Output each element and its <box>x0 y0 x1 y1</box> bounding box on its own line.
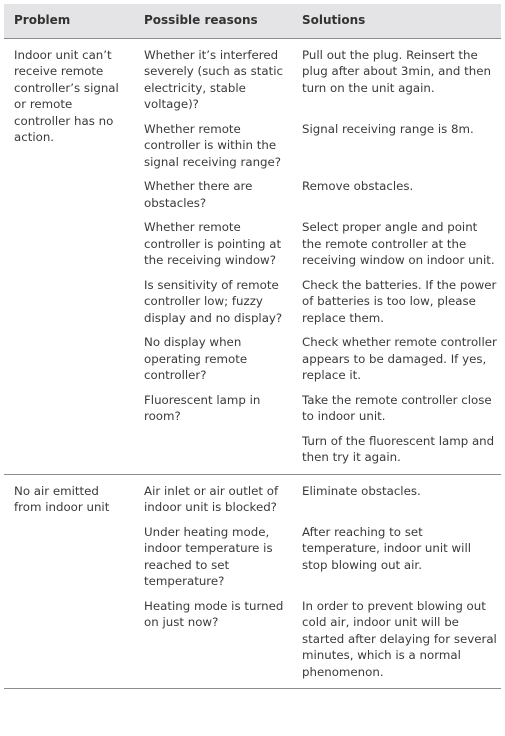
solution-text: Eliminate obstacles. <box>302 483 421 498</box>
reason-text: No display when operating remote controller? <box>144 335 248 382</box>
table-row <box>134 211 501 269</box>
problem-group-remote-signal <box>4 38 501 474</box>
reason-text: Whether remote controller is pointing at the receiving window? <box>144 220 282 267</box>
solution-text: Check whether remote controller appears to be damaged. If yes, replace it. <box>302 335 497 382</box>
reason-text: Under heating mode, indoor temperature is reached to set temperature? <box>144 524 273 588</box>
table-row <box>134 269 501 327</box>
solution-text: In order to prevent blowing out cold air, indoor unit will be started after delaying for several minutes, which is a normal phenomenon. <box>302 598 497 679</box>
header-problem: Problem <box>4 4 134 38</box>
solution-text: Select proper angle and point the remote controller at the receiving window on indoor unit. <box>302 220 495 267</box>
table-row <box>134 384 501 425</box>
solution-text: Pull out the plug. Reinsert the plug after about 3min, and then turn on the unit again. <box>302 47 491 95</box>
solution-text: After reaching to set temperature, indoor unit will stop blowing out air. <box>302 524 472 572</box>
problem-cell <box>4 474 134 689</box>
reason-text: Fluorescent lamp in room? <box>144 392 261 423</box>
problem-text: Indoor unit can’t receive remote controller’s signal or remote controller has no action. <box>14 47 119 144</box>
reason-text: Whether there are obstacles? <box>144 179 253 210</box>
problem-group-no-air <box>4 474 501 689</box>
reason-text: Air inlet or air outlet of indoor unit is blocked? <box>144 483 279 514</box>
table-row <box>134 113 501 171</box>
problem-cell <box>4 38 134 474</box>
reason-text <box>134 433 296 466</box>
solution-text: Take the remote controller close to indoor unit. <box>302 392 492 423</box>
reason-text: Whether it’s interfered severely (such as static electricity, stable voltage)? <box>144 47 283 111</box>
table-row <box>134 425 501 466</box>
problem-text: No air emitted from indoor unit <box>14 483 110 514</box>
solution-text: Signal receiving range is 8m. <box>302 121 474 136</box>
troubleshooting-table <box>4 4 501 689</box>
table-row <box>134 516 501 590</box>
reasons-solutions-cell <box>134 38 501 474</box>
header-possible-reasons: Possible reasons <box>134 4 296 38</box>
table-row <box>134 590 501 681</box>
table-row <box>134 39 501 113</box>
table-header-row <box>4 4 501 38</box>
solution-text: Remove obstacles. <box>302 179 414 193</box>
solution-text: Turn of the fluorescent lamp and then try it again. <box>302 433 495 464</box>
reason-text: Whether remote controller is within the signal receiving range? <box>144 121 282 169</box>
reason-text: Is sensitivity of remote controller low; fuzzy display and no display? <box>144 277 283 325</box>
header-solutions: Solutions <box>296 4 501 38</box>
table-row <box>134 326 501 384</box>
table-row <box>134 170 501 211</box>
reason-text: Heating mode is turned on just now? <box>144 598 284 629</box>
reasons-solutions-cell <box>134 474 501 689</box>
solution-text: Check the batteries. If the power of batteries is too low, please replace them. <box>302 277 497 325</box>
table-row <box>134 475 501 516</box>
